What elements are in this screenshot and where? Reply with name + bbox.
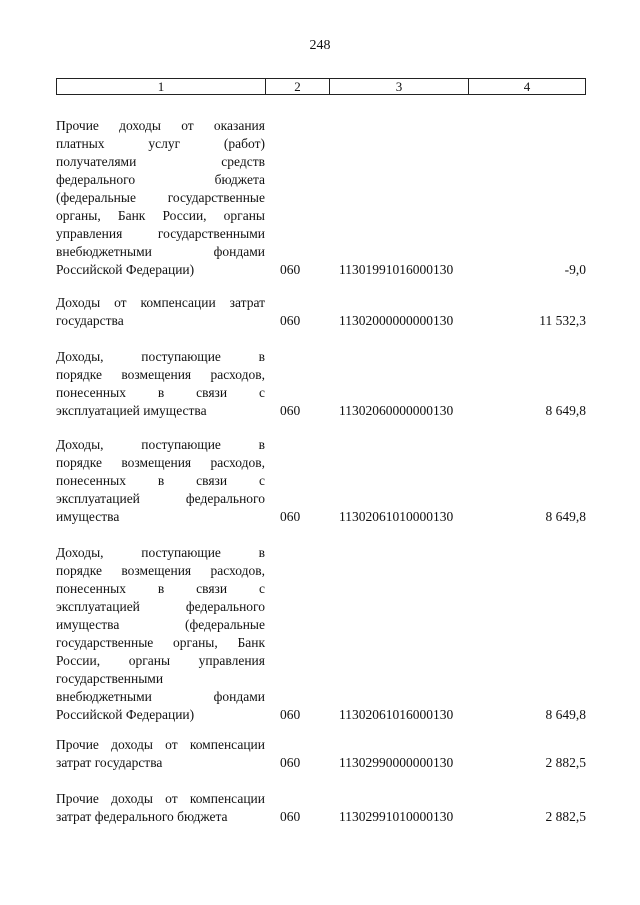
admin-code: 060: [280, 707, 301, 722]
amount: 2 882,5: [545, 809, 586, 824]
description-line: порядке возмещения расходов,: [56, 367, 265, 382]
budget-classification-code: 11302000000000130: [339, 313, 454, 328]
row-values: [56, 706, 586, 724]
admin-code: 060: [280, 755, 301, 770]
budget-classification-code: 11302061016000130: [339, 707, 454, 722]
row-values: [56, 754, 586, 772]
header-col-4: 4: [523, 79, 531, 94]
row-description: [56, 544, 265, 724]
description-line: Прочие доходы от компенсации: [56, 791, 265, 806]
amount: 8 649,8: [545, 403, 586, 418]
description-line: Доходы, поступающие в: [56, 437, 265, 452]
admin-code: 060: [280, 809, 301, 824]
row-values: [56, 808, 586, 826]
admin-code: 060: [280, 262, 301, 277]
description-line: органы, Банк России, органы: [56, 208, 265, 223]
description-line: эксплуатацией федерального: [56, 599, 265, 614]
row-description: [56, 117, 265, 279]
description-line: Доходы, поступающие в: [56, 349, 265, 364]
description-line: платных услуг (работ): [56, 136, 265, 151]
header-col-3: 3: [330, 79, 469, 94]
admin-code: 060: [280, 313, 301, 328]
admin-code: 060: [280, 403, 301, 418]
description-line: порядке возмещения расходов,: [56, 455, 265, 470]
row-values: [56, 402, 586, 420]
row-values: [56, 312, 586, 330]
budget-classification-code: 11302061010000130: [339, 509, 454, 524]
amount: 2 882,5: [545, 755, 586, 770]
description-line: порядке возмещения расходов,: [56, 563, 265, 578]
description-line: внебюджетными фондами: [56, 244, 265, 259]
description-line: России, органы управления: [56, 653, 265, 668]
description-line: понесенных в связи с: [56, 473, 265, 488]
row-values: [56, 508, 586, 526]
amount: 8 649,8: [545, 707, 586, 722]
header-col-1: 1: [57, 79, 266, 94]
description-line: имущества: [56, 509, 120, 524]
header-col-2: 2: [266, 79, 330, 94]
description-line: эксплуатацией имущества: [56, 403, 207, 418]
description-line: понесенных в связи с: [56, 385, 265, 400]
description-line: затрат федерального бюджета: [56, 809, 228, 824]
page-number: 248: [309, 38, 331, 53]
amount: 11 532,3: [539, 313, 586, 328]
description-line: получателями средств: [56, 154, 265, 169]
description-line: Доходы, поступающие в: [56, 545, 265, 560]
row-values: [56, 261, 586, 279]
description-line: внебюджетными фондами: [56, 689, 265, 704]
budget-classification-code: 11302991010000130: [339, 809, 454, 824]
amount: -9,0: [564, 262, 586, 277]
description-line: понесенных в связи с: [56, 581, 265, 596]
description-line: государственные органы, Банк: [56, 635, 265, 650]
description-line: государства: [56, 313, 124, 328]
description-line: Прочие доходы от оказания: [56, 118, 265, 133]
description-line: Российской Федерации): [56, 262, 195, 277]
description-line: (федеральные государственные: [56, 190, 265, 205]
description-line: имущества (федеральные: [56, 617, 265, 632]
description-line: государственными: [56, 671, 164, 686]
description-line: Доходы от компенсации затрат: [56, 295, 265, 310]
description-line: Прочие доходы от компенсации: [56, 737, 265, 752]
description-line: Российской Федерации): [56, 707, 195, 722]
description-line: затрат государства: [56, 755, 163, 770]
budget-classification-code: 11302060000000130: [339, 403, 454, 418]
table-header: [56, 78, 586, 95]
budget-classification-code: 11302990000000130: [339, 755, 454, 770]
amount: 8 649,8: [545, 509, 586, 524]
admin-code: 060: [280, 509, 301, 524]
description-line: эксплуатацией федерального: [56, 491, 265, 506]
description-line: управления государственными: [56, 226, 265, 241]
budget-classification-code: 11301991016000130: [339, 262, 454, 277]
description-line: федерального бюджета: [56, 172, 265, 187]
